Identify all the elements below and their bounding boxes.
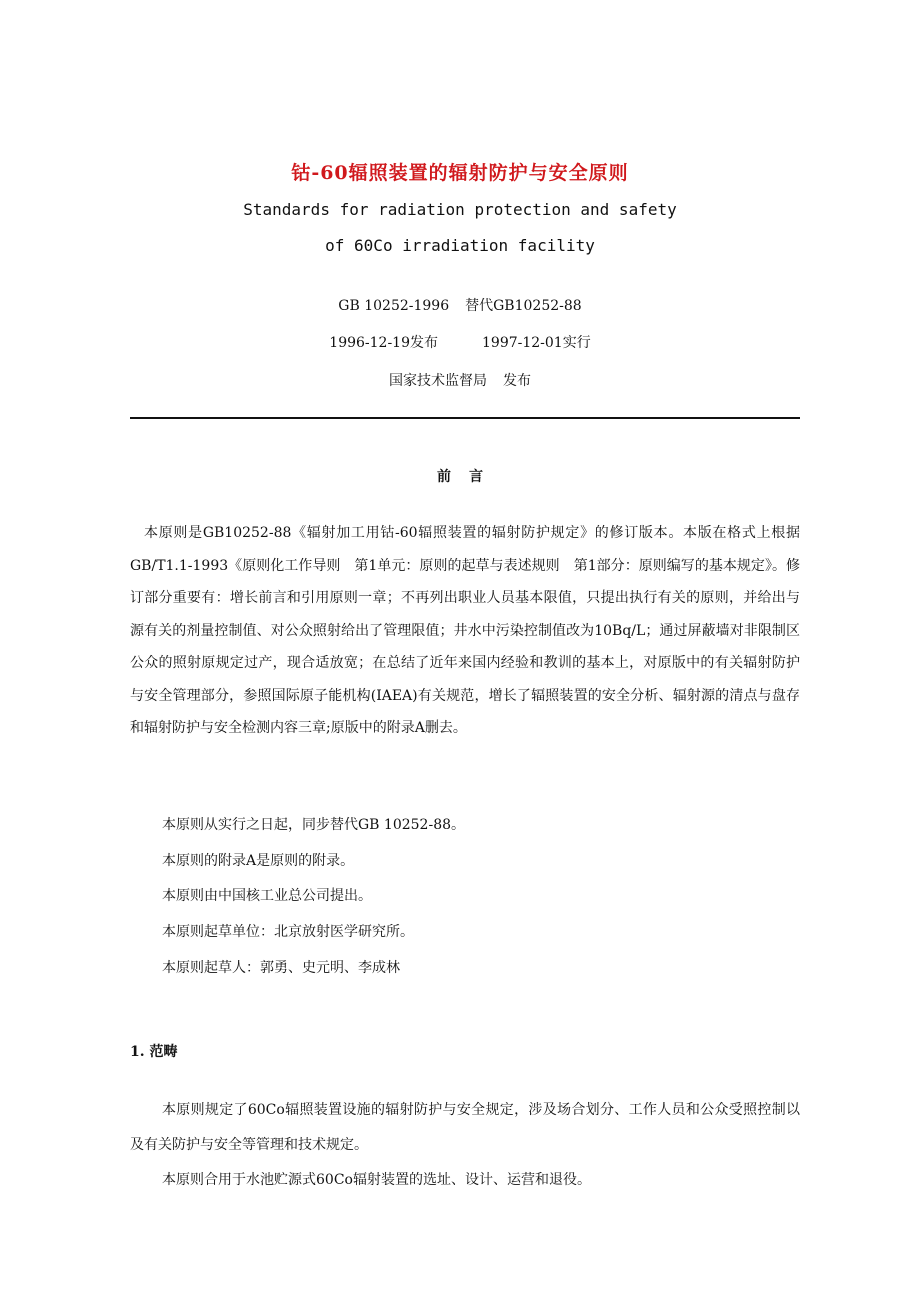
effective-date: 1997-12-01实行 [482, 335, 591, 351]
foreword-line: 本原则从实行之日起，同步替代GB 10252-88。 [162, 817, 466, 833]
issue-date: 1996-12-19发布 [329, 335, 438, 351]
document-title-en-line2: of 60Co irradiation facility [325, 236, 595, 255]
publisher-line [0, 370, 920, 390]
foreword-line: 本原则由中国核工业总公司提出。 [162, 888, 372, 904]
foreword-line: 本原则起草人：郭勇、史元明、李成林 [162, 960, 400, 976]
publish-word: 发布 [503, 373, 531, 389]
dates-line [0, 332, 920, 352]
foreword-line: 本原则起草单位：北京放射医学研究所。 [162, 924, 414, 940]
header-divider [130, 417, 800, 419]
document-title-cn: 钴-60辐照装置的辐射防护与安全原则 [291, 162, 629, 184]
foreword-title: 前言 [437, 469, 501, 485]
foreword-paragraph: 本原则是GB10252-88《辐射加工用钴-60辐照装置的辐射防护规定》的修订版本。本版在格式上根据GB/T1.1-1993《原则化工作导则 第1单元：原则的起草与表述规则 第1部分：原则编写的基本规定》。修订部分重要有：增长前言和引用原则一章；不再列出职业人员基本限值，只提出执行有关的原则，并给出与源有关的剂量控制值、对公众照射给出了管理限值；井水中污染控制值改为10Bq/L；通过屏蔽墙对非限制区公众的照射原规定过产，现合适放宽；在总结了近年来国内经验和教训的基本上，对原版中的有关辐射防护与安全管理部分，参照国际原子能机构(IAEA)有关规范，增长了辐照装置的安全分析、辐射源的清点与盘存和辐射防护与安全检测内容三章;原版中的附录A删去。 [130, 525, 800, 736]
document-title-en-line1: Standards for radiation protection and safety [243, 200, 677, 219]
replaces-standard: 替代GB10252-88 [465, 298, 582, 314]
scope-paragraph: 本原则规定了60Co辐照装置设施的辐射防护与安全规定，涉及场合划分、工作人员和公众受照控制以及有关防护与安全等管理和技术规定。 [130, 1102, 800, 1153]
foreword-line: 本原则的附录A是原则的附录。 [162, 853, 355, 869]
publisher: 国家技术监督局 [389, 373, 487, 389]
standard-number-line [0, 295, 920, 315]
scope-heading: 1. 范畴 [130, 1044, 178, 1060]
scope-paragraph: 本原则合用于水池贮源式60Co辐射装置的选址、设计、运营和退役。 [162, 1172, 591, 1188]
standard-number: GB 10252-1996 [338, 298, 450, 314]
